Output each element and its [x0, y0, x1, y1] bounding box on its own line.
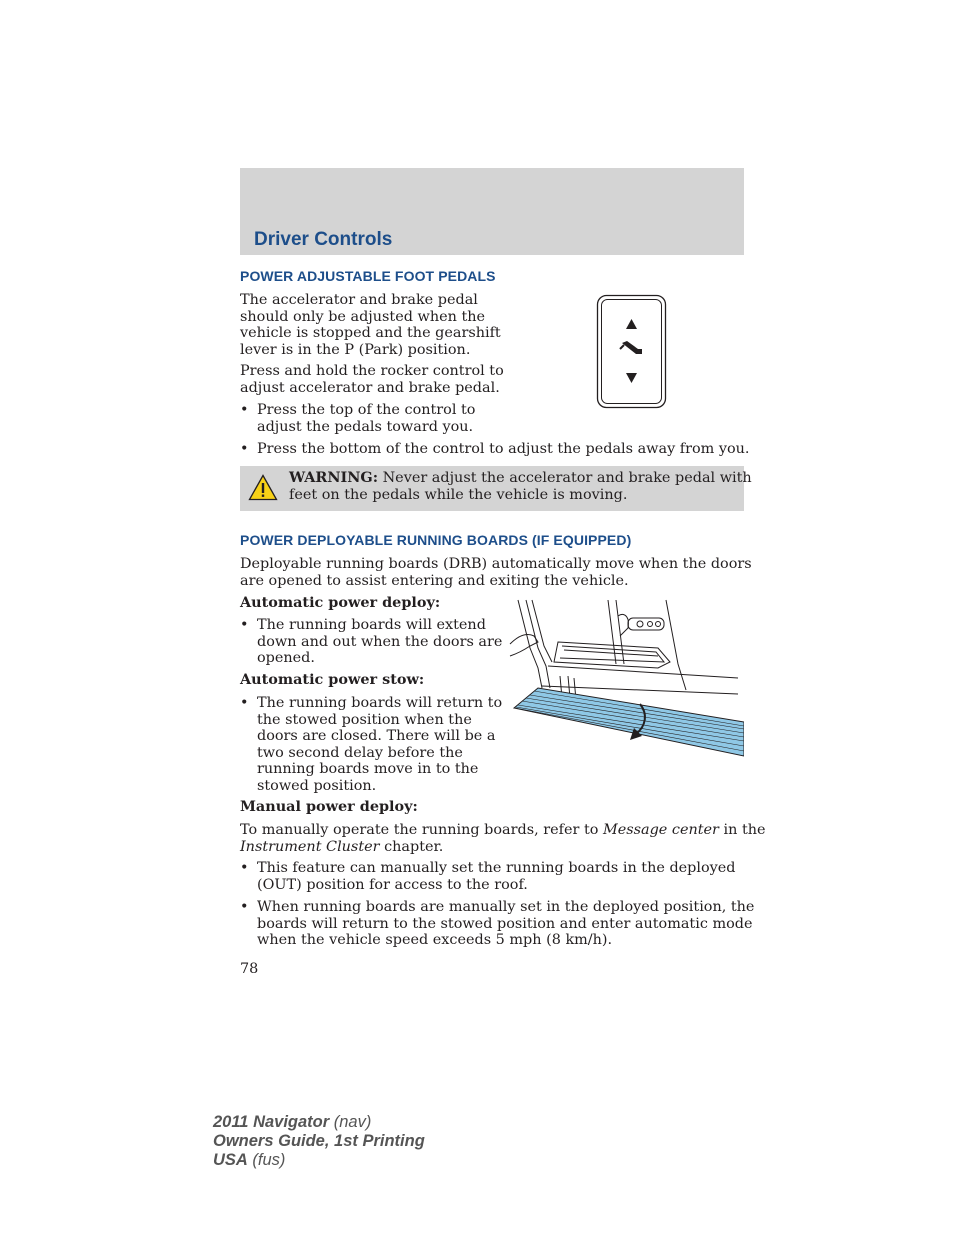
- text-line: running boards move in to the: [257, 761, 479, 777]
- text-line: The running boards will extend: [257, 617, 486, 633]
- footer-model: 2011 Navigator: [213, 1113, 330, 1131]
- text-line: should only be adjusted when the: [240, 308, 486, 325]
- footer-model-code: (nav): [329, 1113, 372, 1131]
- link-reference-message-center: Message center: [602, 822, 719, 838]
- page-title: Driver Controls: [254, 229, 393, 250]
- pedals-paragraph-1: [240, 292, 501, 358]
- warning-text: Never adjust the accelerator and brake pedal with: [382, 470, 752, 486]
- text-line: opened.: [257, 650, 315, 666]
- text-line: boards will return to the stowed position and enter automatic mode: [257, 915, 753, 932]
- text-line: are opened to assist entering and exiting the vehicle.: [240, 572, 629, 589]
- footer-market: USA: [213, 1151, 248, 1169]
- text-segment: chapter.: [379, 838, 444, 855]
- text-line: Deployable running boards (DRB) automatically move when the doors: [240, 556, 752, 572]
- text-line: two second delay before the: [257, 744, 463, 761]
- warning-triangle-icon: [248, 474, 278, 501]
- running-board-illustration: [508, 598, 744, 758]
- running-boards-intro: [240, 556, 752, 589]
- bullet-dot: •: [240, 441, 249, 457]
- footer-market-code: (fus): [247, 1151, 286, 1169]
- bullet-dot: •: [240, 860, 249, 876]
- text-segment: To manually operate the running boards, refer to: [240, 822, 603, 838]
- text-line: when the vehicle speed exceeds 5 mph (8 km/h).: [257, 932, 613, 948]
- text-line: vehicle is stopped and the gearshift: [240, 325, 501, 341]
- text-line: (OUT) position for access to the roof.: [257, 876, 528, 893]
- manual-deploy-paragraph: [240, 822, 766, 855]
- text-line: the stowed position when the: [257, 711, 472, 728]
- footer-imprint: [213, 1113, 425, 1170]
- text-line: adjust the pedals toward you.: [257, 418, 474, 435]
- warning-box: [240, 466, 752, 511]
- bullet-dot: •: [240, 617, 249, 633]
- text-segment: in the: [718, 822, 766, 838]
- section-heading-pedals: POWER ADJUSTABLE FOOT PEDALS: [240, 268, 496, 284]
- bullet-dot: •: [240, 899, 249, 915]
- header-band: [240, 168, 744, 255]
- text-line: Press and hold the rocker control to: [240, 363, 504, 379]
- text-line: stowed position.: [257, 777, 377, 794]
- bullet-dot: •: [240, 695, 249, 711]
- footer-edition: Owners Guide, 1st Printing: [213, 1132, 425, 1150]
- page-number: 78: [240, 961, 259, 977]
- text-line: When running boards are manually set in the deployed position, the: [257, 899, 755, 915]
- text-line: Press the top of the control to: [257, 402, 476, 418]
- bullet-dot: •: [240, 402, 249, 418]
- section-heading-running-boards: POWER DEPLOYABLE RUNNING BOARDS (IF EQUIPPED): [240, 532, 632, 548]
- text-line: The running boards will return to: [257, 695, 503, 711]
- subheading-manual-deploy: Manual power deploy:: [240, 798, 418, 815]
- text-line: down and out when the doors are: [257, 633, 503, 650]
- subheading-auto-stow: Automatic power stow:: [240, 671, 425, 688]
- text-line: The accelerator and brake pedal: [240, 292, 478, 308]
- pedals-paragraph-2: [240, 363, 504, 396]
- text-line: lever is in the P (Park) position.: [240, 341, 471, 358]
- link-reference-instrument-cluster: Instrument Cluster: [240, 838, 380, 855]
- text-line: Press the bottom of the control to adjust the pedals away from you.: [257, 441, 750, 457]
- warning-label: WARNING:: [289, 469, 379, 486]
- text-line: This feature can manually set the running boards in the deployed: [257, 860, 736, 876]
- text-line: adjust accelerator and brake pedal.: [240, 379, 500, 396]
- subheading-auto-deploy: Automatic power deploy:: [240, 594, 441, 611]
- pedal-control-illustration: [596, 294, 668, 410]
- warning-text: feet on the pedals while the vehicle is moving.: [289, 486, 628, 503]
- text-line: doors are closed. There will be a: [257, 728, 496, 744]
